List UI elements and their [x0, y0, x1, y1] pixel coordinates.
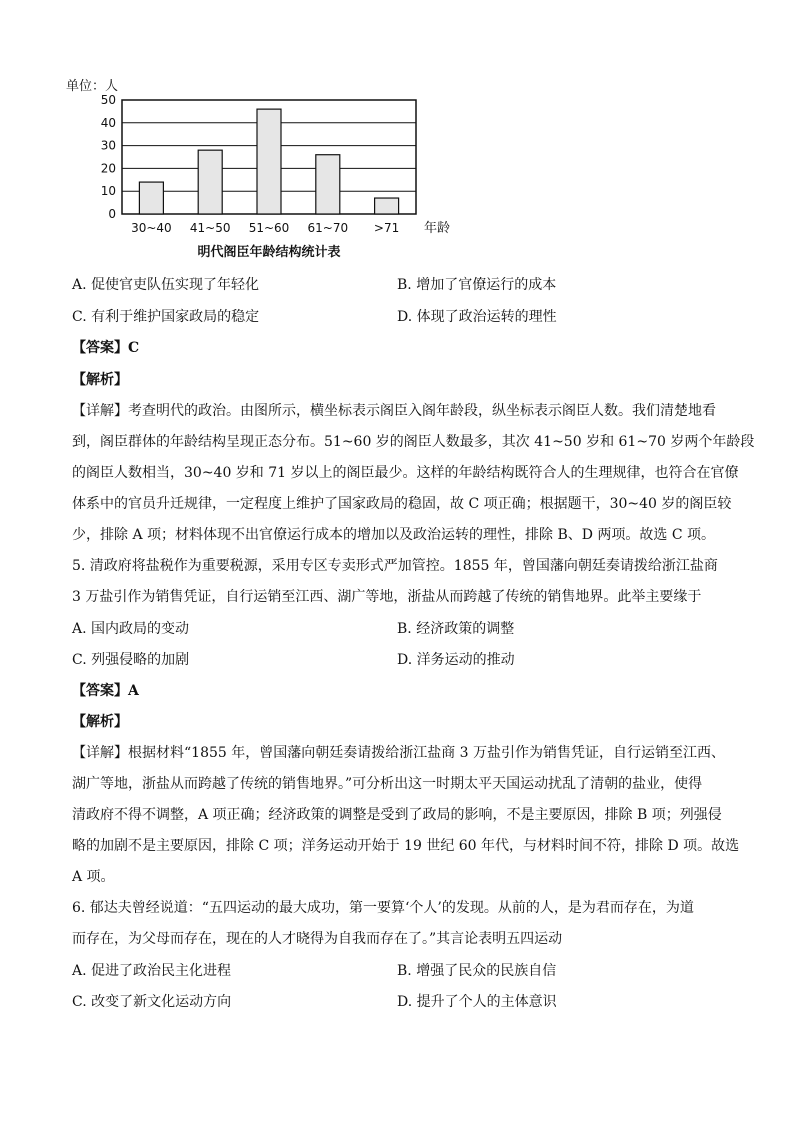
- q5-detail-line: 湖广等地，浙盐从而跨越了传统的销售地界。”可分析出这一时期太平天国运动扰乱了清朝的盐业，使得: [72, 776, 703, 792]
- chart-y-tick-label: 0: [108, 207, 116, 221]
- chart-y-tick-label: 50: [100, 93, 116, 107]
- chart-x-tick-label: 61~70: [307, 221, 349, 235]
- q4-option-a: A. 促使官吏队伍实现了年轻化: [72, 277, 260, 293]
- chart-x-tick-label: 30~40: [131, 221, 172, 235]
- q6-option-a: A. 促进了政治民主化进程: [72, 963, 232, 979]
- chart-bar: [198, 150, 222, 214]
- chart-bar: [316, 155, 340, 214]
- q5-option-b: B. 经济政策的调整: [397, 621, 515, 637]
- q5-detail-line: 【详解】根据材料“1855 年，曾国藩向朝廷奏请拨给浙江盐商 3 万盐引作为销售凭证，自行运销至江西、: [72, 745, 726, 761]
- q6-stem-line: 而存在，为父母而存在，现在的人才晓得为自我而存在了。”其言论表明五四运动: [72, 931, 563, 947]
- q5-analysis-heading: 【解析】: [72, 714, 128, 730]
- q5-option-a: A. 国内政局的变动: [72, 621, 190, 637]
- q5-option-d: D. 洋务运动的推动: [397, 652, 515, 668]
- chart-y-tick-label: 10: [100, 184, 116, 199]
- q5-option-c: C. 列强侵略的加剧: [72, 652, 190, 668]
- q6-option-b: B. 增强了民众的民族自信: [397, 963, 557, 979]
- age-structure-chart: [66, 78, 451, 268]
- q6-option-d: D. 提升了个人的主体意识: [397, 994, 557, 1010]
- q4-detail-line: 【详解】考查明代的政治。由图所示，横坐标表示阁臣入阁年龄段，纵坐标表示阁臣人数。我们清楚地看: [72, 403, 716, 419]
- chart-x-tick-label: 51~60: [248, 221, 290, 235]
- q4-detail-line: 少，排除 A 项；材料体现不出官僚运行成本的增加以及政治运转的理性，排除 B、D 两项。故选 C 项。: [72, 527, 716, 543]
- chart-x-axis-label: 年龄: [424, 221, 451, 236]
- chart-unit-label: 单位：人: [66, 79, 119, 94]
- q5-detail-line: 清政府不得不调整，A 项正确；经济政策的调整是受到了政局的影响，不是主要原因，排除 B 项；列强侵: [72, 807, 722, 823]
- chart-y-tick-label: 30: [100, 138, 116, 153]
- q5-stem-line: 5. 清政府将盐税作为重要税源，采用专区专卖形式严加管控。1855 年，曾国藩向朝廷奏请拨给浙江盐商: [72, 558, 718, 574]
- q6-stem-line: 6. 郁达夫曾经说道：“五四运动的最大成功，第一要算‘个人’的发现。从前的人，是为君而存在，为道: [72, 900, 694, 916]
- q6-option-c: C. 改变了新文化运动方向: [72, 994, 232, 1010]
- q5-answer: 【答案】A: [72, 683, 139, 699]
- q4-detail-line: 体系中的官员升迁规律，一定程度上维护了国家政局的稳固，故 C 项正确；根据题干，30~40 岁的阁臣较: [72, 496, 732, 512]
- q4-option-c: C. 有利于维护国家政局的稳定: [72, 309, 260, 325]
- chart-title: 明代阁臣年龄结构统计表: [197, 245, 341, 260]
- q4-option-b: B. 增加了官僚运行的成本: [397, 277, 557, 293]
- q5-stem-line: 3 万盐引作为销售凭证，自行运销至江西、湖广等地，浙盐从而跨越了传统的销售地界。此举主要缘于: [72, 589, 702, 605]
- chart-bar: [139, 182, 163, 214]
- chart-y-tick-label: 40: [100, 115, 116, 130]
- chart-bar: [257, 109, 281, 214]
- chart-x-tick-label: >71: [373, 221, 400, 235]
- q4-option-d: D. 体现了政治运转的理性: [397, 309, 557, 325]
- chart-x-tick-label: 41~50: [189, 221, 231, 235]
- q4-analysis-heading: 【解析】: [72, 372, 128, 388]
- chart-y-tick-label: 20: [100, 161, 116, 176]
- q5-detail-line: 略的加剧不是主要原因，排除 C 项；洋务运动开始于 19 世纪 60 年代，与材料时间不符，排除 D 项。故选: [72, 838, 740, 854]
- q4-answer: 【答案】C: [72, 340, 140, 356]
- chart-bar: [375, 198, 399, 214]
- q4-detail-line: 的阁臣人数相当，30~40 岁和 71 岁以上的阁臣最少。这样的年龄结构既符合人的生理规律，也符合在官僚: [72, 465, 739, 481]
- q5-detail-line: A 项。: [72, 869, 115, 885]
- q4-detail-line: 到，阁臣群体的年龄结构呈现正态分布。51~60 岁的阁臣人数最多，其次 41~50 岁和 61~70 岁两个年龄段: [72, 434, 755, 450]
